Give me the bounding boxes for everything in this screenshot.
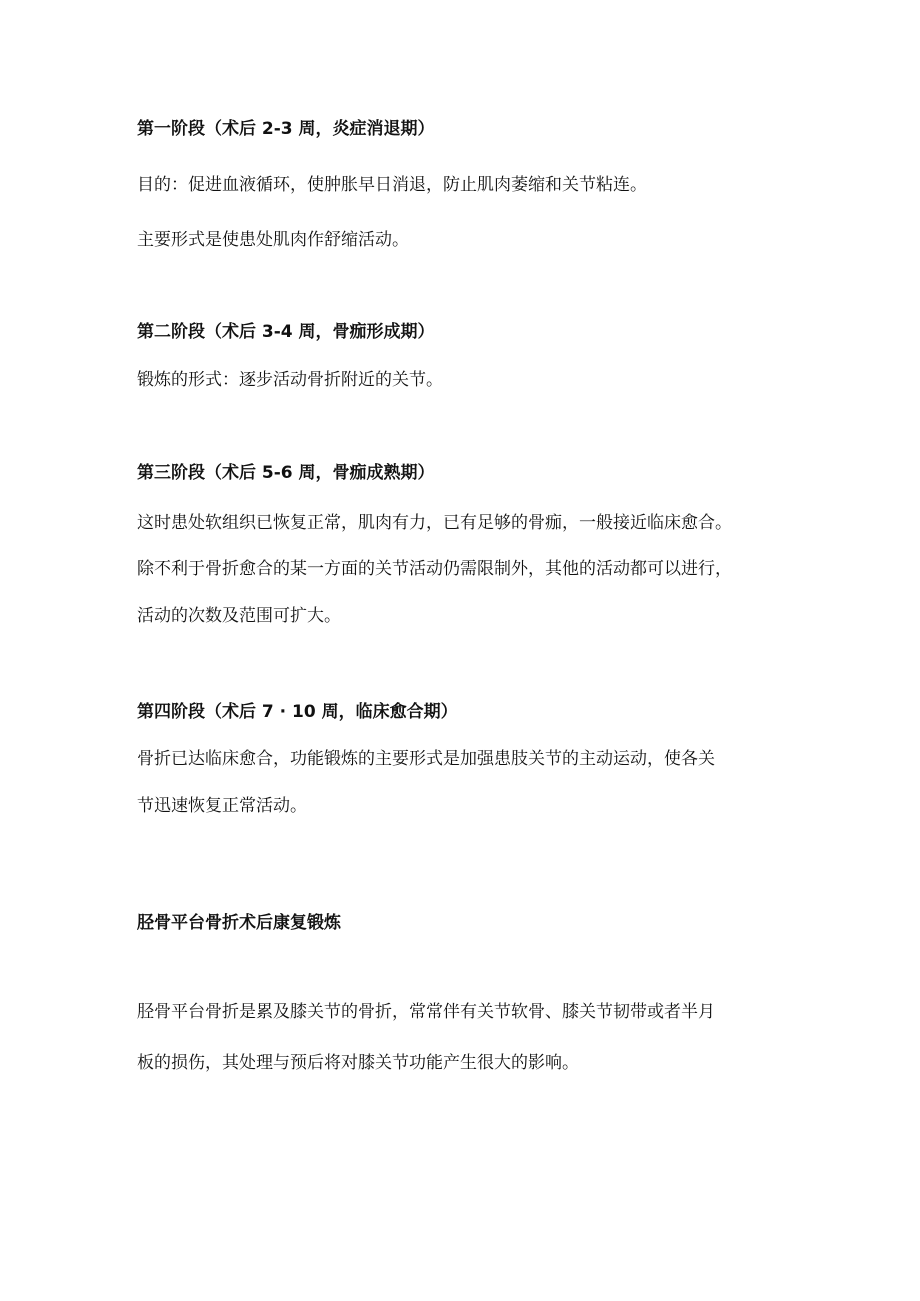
article-line-1: 胫骨平台骨折是累及膝关节的骨折，常常伴有关节软骨、膝关节韧带或者半月	[137, 1002, 715, 1022]
stage-4-heading: 第四阶段（术后 7 · 10 周，临床愈合期）	[137, 702, 458, 722]
stage-4-line-1: 骨折已达临床愈合，功能锻炼的主要形式是加强患肢关节的主动运动，使各关	[137, 749, 715, 769]
stage-1-form: 主要形式是使患处肌肉作舒缩活动。	[137, 230, 409, 250]
stage-3-line-1: 这时患处软组织已恢复正常，肌肉有力，已有足够的骨痂，一般接近临床愈合。	[137, 513, 732, 533]
article-title: 胫骨平台骨折术后康复锻炼	[137, 913, 341, 933]
stage-2-heading: 第二阶段（术后 3-4 周，骨痂形成期）	[137, 322, 435, 342]
stage-4-line-2: 节迅速恢复正常活动。	[137, 796, 307, 816]
stage-3-line-2: 除不利于骨折愈合的某一方面的关节活动仍需限制外，其他的活动都可以进行，	[137, 559, 732, 579]
stage-3-line-3: 活动的次数及范围可扩大。	[137, 606, 341, 626]
stage-3-heading: 第三阶段（术后 5-6 周，骨痂成熟期）	[137, 463, 435, 483]
article-line-2: 板的损伤，其处理与预后将对膝关节功能产生很大的影响。	[137, 1053, 579, 1073]
stage-1-purpose: 目的：促进血液循环，使肿胀早日消退，防止肌肉萎缩和关节粘连。	[137, 175, 647, 195]
stage-1-heading: 第一阶段（术后 2-3 周，炎症消退期）	[137, 119, 435, 139]
stage-2-form: 锻炼的形式：逐步活动骨折附近的关节。	[137, 370, 443, 390]
